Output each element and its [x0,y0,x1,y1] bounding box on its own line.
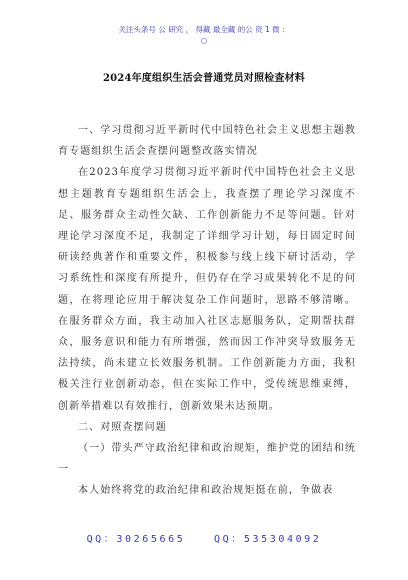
page-header [0,24,408,46]
footer-qq-2: QQ：535304092 [214,534,322,545]
footer-qq-1: QQ：30265665 [86,534,186,545]
section-heading-1: 一、学习贯彻习近平新时代中国特色社会主义思想主题教育专题组织生活会查摆问题整改落实情况 [58,125,356,158]
header-watermark-text: 关注头条号 公 研究 ， 得藏 最全藏 的公 资 1 微 ： [118,25,290,34]
body-paragraph-1: 在2023年度学习贯彻习近平新时代中国特色社会主义思想主题教育专题组织生活会上，我查摆了理论学习深度不足、服务群众主动性欠缺、工作创新能力不足等问题。针对理论学习深度不足，我制定了详细学习计划，每日固定时间研读经典著作和重要文件，积极参与线上线下研讨活动，学习系统性和深度有所提升，但仍存在学习成果转化不足的问题，在将理论应用于解决复杂工作问题时，思路不够清晰。在服务群众方面，我主动加入社区志愿服务队，定期帮扶群众，服务意识和能力有所增强，然而因工作冲突导致服务无法持续，尚未建立长效服务机制。工作创新能力方面，我积极关注行业创新动态，但在实际工作中，受传统思维束缚，创新举措难以有效推行，创新效果未达预期。 [58,167,356,412]
body-paragraph-2: 本人始终将党的政治纪律和政治规矩挺在前，争做表 [78,485,334,497]
document-title: 2024年度组织生活会普通党员对照检查材料 [102,73,306,84]
page-footer [0,530,408,545]
section-heading-2: 二、对照查摆问题 [78,421,167,433]
subsection-heading-1: （一）带头严守政治纪律和政治规矩，维护党的团结和统一 [58,443,356,476]
document-body [58,120,356,502]
header-watermark-mark: ○ [200,36,208,45]
